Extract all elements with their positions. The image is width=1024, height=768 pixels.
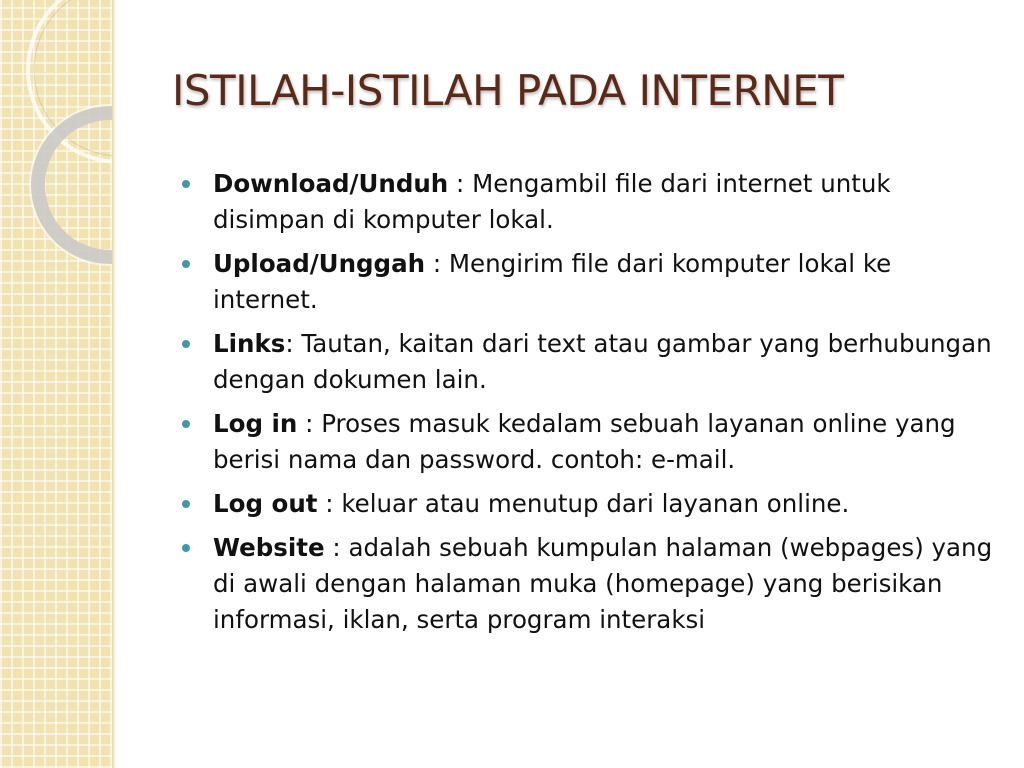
list-item-login [182, 406, 997, 478]
term-label: Website [213, 533, 325, 562]
side-panel-edge [112, 0, 116, 768]
bullet-icon [182, 500, 190, 508]
list-item-upload [182, 246, 997, 318]
term-description: : Tautan, kaitan dari text atau gambar yang berhubungan dengan dokumen lain. [213, 329, 992, 394]
term-label: Links [213, 329, 286, 358]
bullet-icon [182, 420, 190, 428]
term-description: : Mengirim file dari komputer lokal ke internet. [213, 249, 892, 314]
term-label: Download/Unduh [213, 169, 449, 198]
list-item-website [182, 530, 997, 638]
list-item-logout [182, 486, 997, 522]
bullet-icon [182, 260, 190, 268]
term-list [182, 166, 997, 646]
term-description: : Mengambil file dari internet untuk disimpan di komputer lokal. [213, 169, 891, 234]
list-item-links [182, 326, 997, 398]
term-label: Log in [213, 409, 298, 438]
list-item-download [182, 166, 997, 238]
term-description: : Proses masuk kedalam sebuah layanan online yang berisi nama dan password. contoh: e-mail. [213, 409, 956, 474]
term-label: Upload/Unggah [213, 249, 426, 278]
term-description: : adalah sebuah kumpulan halaman (webpages) yang di awali dengan halaman muka (homepage) yang berisikan informasi, iklan, serta program interaksi [213, 533, 993, 634]
term-description: : keluar atau menutup dari layanan online. [317, 489, 850, 518]
bullet-icon [182, 340, 190, 348]
decorative-side-panel [0, 0, 112, 768]
bullet-icon [182, 544, 190, 552]
slide-title: ISTILAH-ISTILAH PADA INTERNET [172, 66, 844, 115]
term-label: Log out [213, 489, 318, 518]
decorative-rings-icon [0, 0, 112, 768]
bullet-icon [182, 180, 190, 188]
